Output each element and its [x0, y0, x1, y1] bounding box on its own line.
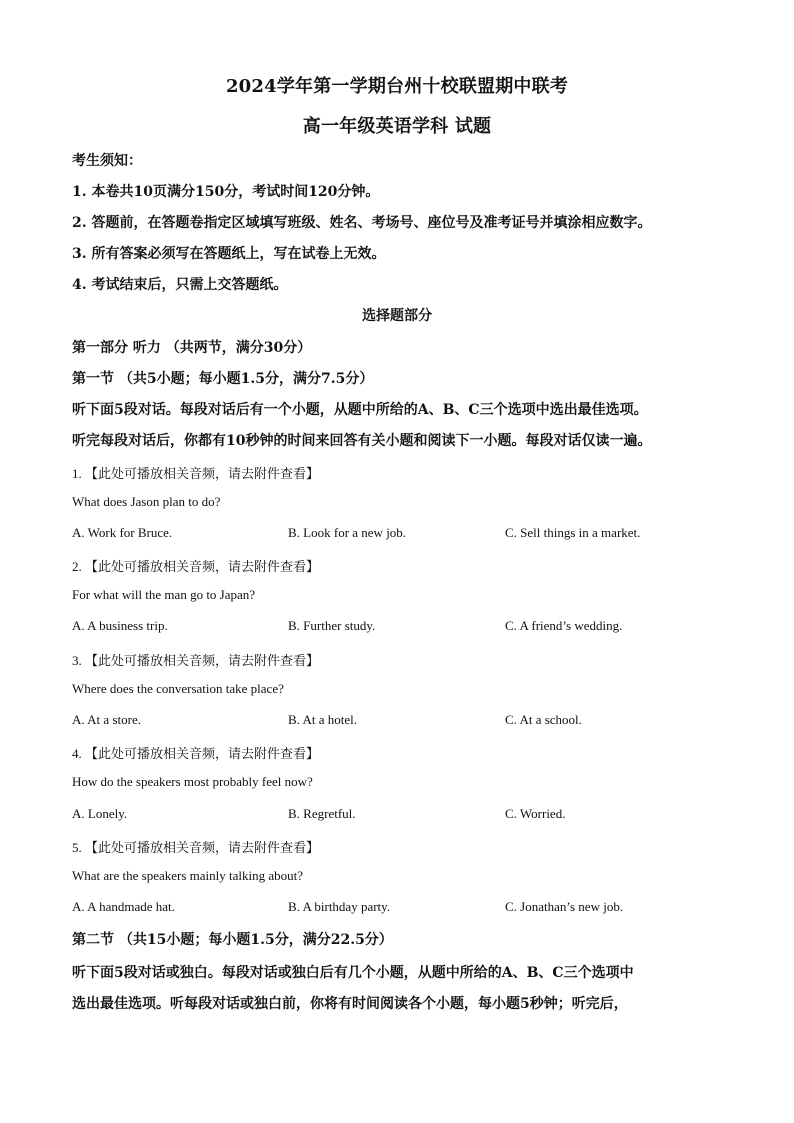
- option-a: A. A handmade hat.: [72, 899, 175, 914]
- question-stem: What are the speakers mainly talking about?: [72, 868, 304, 883]
- exam-subtitle: 高一年级英语学科 试题: [302, 116, 492, 137]
- audio-placeholder[interactable]: 1. 【此处可播放相关音频，请去附件查看】: [72, 466, 320, 481]
- section2-title: 第二节 （共15小题；每小题1.5分，满分22.5分）: [72, 932, 393, 948]
- section1-instruction: 听下面5段对话。每段对话后有一个小题，从题中所给的A、B、C三个选项中选出最佳选项。: [72, 402, 648, 418]
- section1-instruction: 听完每段对话后，你都有10秒钟的时间来回答有关小题和阅读下一小题。每段对话仅读一遍。: [72, 433, 652, 449]
- option-c: C. A friend’s wedding.: [505, 618, 623, 633]
- option-a: A. Lonely.: [72, 806, 128, 821]
- audio-placeholder[interactable]: 4. 【此处可播放相关音频，请去附件查看】: [72, 746, 320, 761]
- section2-instruction: 选出最佳选项。听每段对话或独白前，你将有时间阅读各个小题，每小题5秒钟；听完后，: [72, 996, 628, 1012]
- audio-placeholder[interactable]: 3. 【此处可播放相关音频，请去附件查看】: [72, 653, 320, 668]
- exam-title: 2024学年第一学期台州十校联盟期中联考: [225, 76, 569, 97]
- option-a: A. A business trip.: [72, 618, 168, 633]
- section2-instruction: 听下面5段对话或独白。每段对话或独白后有几个小题，从题中所给的A、B、C三个选项中: [72, 965, 634, 981]
- option-c: C. Jonathan’s new job.: [505, 899, 624, 914]
- question-stem: How do the speakers most probably feel now?: [72, 774, 313, 789]
- option-a: A. Work for Bruce.: [72, 525, 173, 540]
- notice-item: 4. 考试结束后，只需上交答题纸。: [72, 277, 288, 293]
- audio-placeholder[interactable]: 2. 【此处可播放相关音频，请去附件查看】: [72, 559, 320, 574]
- question-stem: What does Jason plan to do?: [72, 494, 221, 509]
- option-c: C. At a school.: [505, 712, 582, 727]
- option-b: B. Further study.: [288, 618, 376, 633]
- notice-heading: 考生须知：: [72, 153, 142, 169]
- audio-placeholder[interactable]: 5. 【此处可播放相关音频，请去附件查看】: [72, 840, 320, 855]
- option-c: C. Worried.: [505, 806, 566, 821]
- section1-title: 第一节 （共5小题；每小题1.5分，满分7.5分）: [72, 371, 374, 387]
- section-header: 选择题部分: [362, 308, 432, 324]
- question-stem: For what will the man go to Japan?: [72, 587, 256, 602]
- question-stem: Where does the conversation take place?: [72, 681, 284, 696]
- option-b: B. Regretful.: [288, 806, 356, 821]
- option-a: A. At a store.: [72, 712, 141, 727]
- notice-item: 3. 所有答案必须写在答题纸上，写在试卷上无效。: [72, 246, 386, 262]
- notice-item: 2. 答题前，在答题卷指定区域填写班级、姓名、考场号、座位号及准考证号并填涂相应数字。: [72, 215, 652, 231]
- option-c: C. Sell things in a market.: [505, 525, 641, 540]
- notice-item: 1. 本卷共10页满分150分，考试时间120分钟。: [72, 184, 380, 200]
- option-b: B. A birthday party.: [288, 899, 391, 914]
- option-b: B. Look for a new job.: [288, 525, 407, 540]
- option-b: B. At a hotel.: [288, 712, 357, 727]
- part1-title: 第一部分 听力 （共两节，满分30分）: [72, 340, 312, 356]
